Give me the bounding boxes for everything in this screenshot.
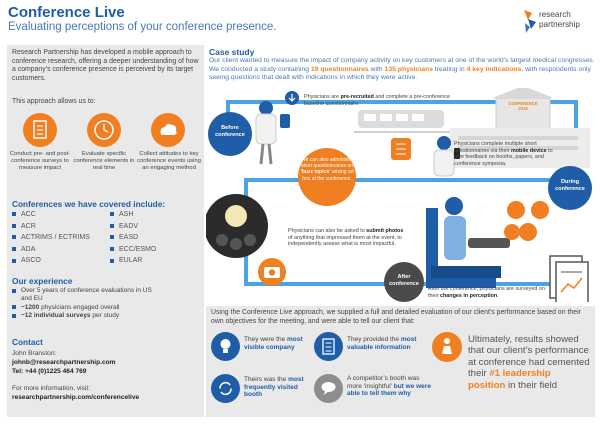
- leadership-icon: [432, 332, 462, 362]
- conference-item: EADV: [110, 221, 200, 233]
- checklist-icon: [23, 113, 57, 147]
- tram-icon: [354, 110, 450, 132]
- conference-item: EULAR: [110, 255, 200, 267]
- case-study-text: Our client wanted to measure the impact of company activity on key customers at one of the world’s largest medical congresses. We conducted a study containing 19 questionnaires with 135 physicians treating in 4 key indications, with respondents only seeing questions that dealt with indications in which they were active.: [209, 57, 595, 82]
- step-pre-recruit-text: Physicians are pre-recruited and complete a pre-conference baseline questionnaire.: [304, 94, 450, 107]
- gear-icon: [504, 224, 520, 240]
- conference-sign: CONFERENCE 2016: [508, 101, 538, 111]
- page-subtitle: Evaluating perceptions of your conference presence.: [8, 21, 277, 33]
- left-column: [7, 45, 204, 417]
- result-item: They provided the most valuable information: [347, 336, 417, 351]
- refresh-icon: [211, 374, 240, 403]
- result-item: They were the most visible company: [244, 336, 303, 351]
- conference-item: ACR: [12, 221, 112, 233]
- capability-caption: Conduct pre- and post-conference surveys to measure impact: [9, 151, 71, 172]
- contact-block: [12, 349, 202, 402]
- before-conference-badge: Before conference: [208, 112, 252, 156]
- intro-text: Research Partnership has developed a mobile approach to conference research, offering a deeper understanding of how a company’s conference presence is perceived by its target customers.: [12, 49, 199, 82]
- experience-item: ~1200 physicians engaged overall: [12, 304, 200, 312]
- contact-heading: Contact: [12, 337, 43, 347]
- experience-heading: Our experience: [12, 276, 73, 286]
- conference-list-col2: [110, 209, 200, 267]
- research-partnership-logo: [522, 7, 594, 37]
- buzz-topics-bubble: We can also administer short questionnaires on ‘buzz topics’ arising ad hoc at the conference.: [298, 148, 356, 206]
- experience-list: [12, 287, 200, 321]
- conference-list-col1: [12, 209, 112, 267]
- chart-icon: [519, 223, 537, 241]
- network-icon: [507, 201, 525, 219]
- result-item: Theirs was the most frequently visited booth: [244, 376, 304, 399]
- experience-item: Over 5 years of conference evaluations in US and EU: [12, 287, 200, 304]
- cloud-icon: [151, 113, 185, 147]
- during-conference-badge: During conference: [548, 166, 592, 210]
- after-conference-badge: After conference: [384, 262, 424, 302]
- logo-mark-icon: [522, 7, 538, 35]
- conference-item: ACTRIMS / ECTRIMS: [12, 232, 112, 244]
- capability-caption: Collect attitudes to key conference events using an engaging method: [137, 151, 201, 172]
- experience-item: ~12 individual surveys per study: [12, 312, 200, 320]
- question-icon: [531, 201, 549, 219]
- logo-line1: research: [539, 10, 571, 19]
- conference-item: ADA: [12, 244, 112, 256]
- clock-icon: [87, 113, 121, 147]
- conference-item: ECC/ESMO: [110, 244, 200, 256]
- step-mobile-text: Physicians complete multiple short questionnaires via their mobile device to give feedback on booths, papers, and conference symposia.: [454, 141, 553, 167]
- results-intro: Using the Conference Live approach, we supplied a full and detailed evaluation of our client’s performance based on their own objectives for the meeting, and were able to tell our client that:: [211, 309, 581, 325]
- logo-line2: partnership: [539, 20, 580, 29]
- doctor-figure-icon: [256, 101, 290, 164]
- allows-heading: This approach allows us to:: [12, 98, 96, 105]
- speech-bubble-icon: [314, 374, 343, 403]
- more-info-label: For more information, visit:: [12, 385, 91, 392]
- capability-caption: Evaluate specific conference elements in real time: [73, 151, 135, 172]
- submit-photos-text: Physicians can also be asked to submit photos of anything that impressed them at the event, to independently assess what is most impactful.: [288, 228, 404, 248]
- contact-phone: Tel: +44 (0)1225 464 769: [12, 368, 87, 375]
- physician-in-armchair-icon: [426, 197, 510, 288]
- case-study-heading: Case study: [209, 47, 255, 57]
- final-result-text: Ultimately, results showed that our client’s performance at conference had cemented their #1 leadership position in their field: [468, 334, 590, 391]
- contact-email[interactable]: johnb@researchpartnership.com: [12, 359, 116, 366]
- conference-item: EASD: [110, 232, 200, 244]
- website-link[interactable]: researchpartnership.com/conferencelive: [12, 394, 140, 401]
- after-conference-text: After the conference, physicians are surveyed on their changes in perception.: [428, 286, 545, 299]
- checklist-icon: [314, 332, 343, 361]
- results-panel: [206, 306, 595, 417]
- result-item: A competitor’s booth was more ‘insightful’ but we were able to tell them why: [347, 375, 431, 398]
- contact-name: John Branston:: [12, 350, 57, 357]
- conference-item: ACC: [12, 209, 112, 221]
- conferences-heading: Conferences we have covered include:: [12, 199, 166, 209]
- report-document-icon: [550, 256, 588, 302]
- conference-item: ASH: [110, 209, 200, 221]
- conference-item: ASCO: [12, 255, 112, 267]
- page-title: Conference Live: [8, 4, 125, 21]
- lightbulb-icon: [211, 332, 240, 361]
